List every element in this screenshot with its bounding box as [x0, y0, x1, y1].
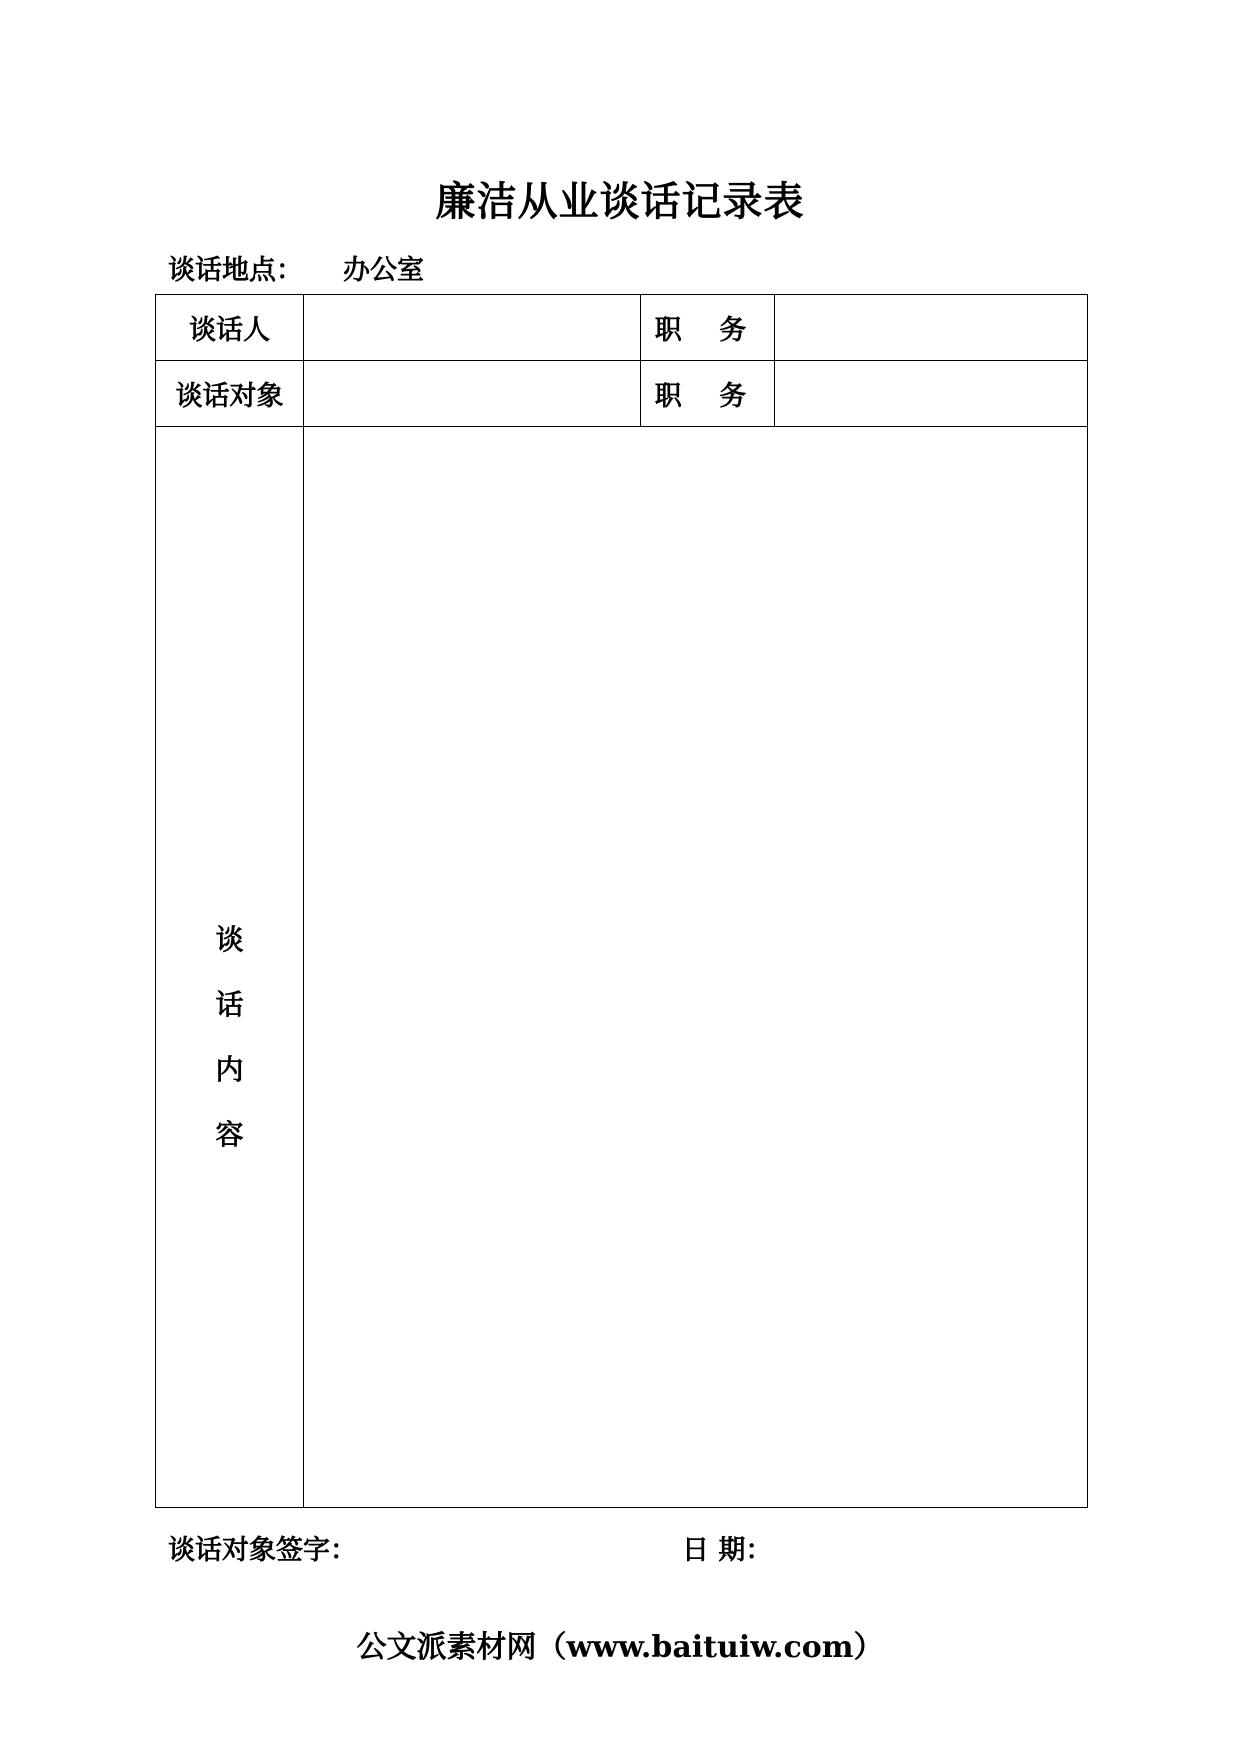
talker-position-label: 职 务: [641, 295, 775, 361]
talker-label: 谈话人: [156, 295, 304, 361]
location-line: [168, 248, 424, 287]
source-watermark: 公文派素材网（www.baituiw.com）: [356, 1630, 884, 1665]
subject-position-label: 职 务: [641, 361, 775, 427]
table-row-subject: [156, 361, 1088, 427]
signature-label: 谈话对象签字：: [168, 1535, 357, 1566]
subject-name-field[interactable]: [304, 361, 641, 427]
talker-position-field[interactable]: [775, 295, 1088, 361]
subject-position-field[interactable]: [775, 361, 1088, 427]
content-field[interactable]: [304, 427, 1088, 1508]
location-label: 谈话地点：: [168, 255, 303, 286]
location-value: 办公室: [343, 255, 424, 286]
table-row-content: [156, 427, 1088, 1508]
content-label: 谈 话 内 容: [215, 923, 244, 1151]
date-label: 日 期：: [682, 1535, 773, 1566]
table-row-talker: [156, 295, 1088, 361]
talker-name-field[interactable]: [304, 295, 641, 361]
record-table: [155, 294, 1088, 1508]
page-title: 廉洁从业谈话记录表: [435, 178, 805, 225]
content-label-cell: [156, 427, 304, 1508]
subject-label: 谈话对象: [156, 361, 304, 427]
